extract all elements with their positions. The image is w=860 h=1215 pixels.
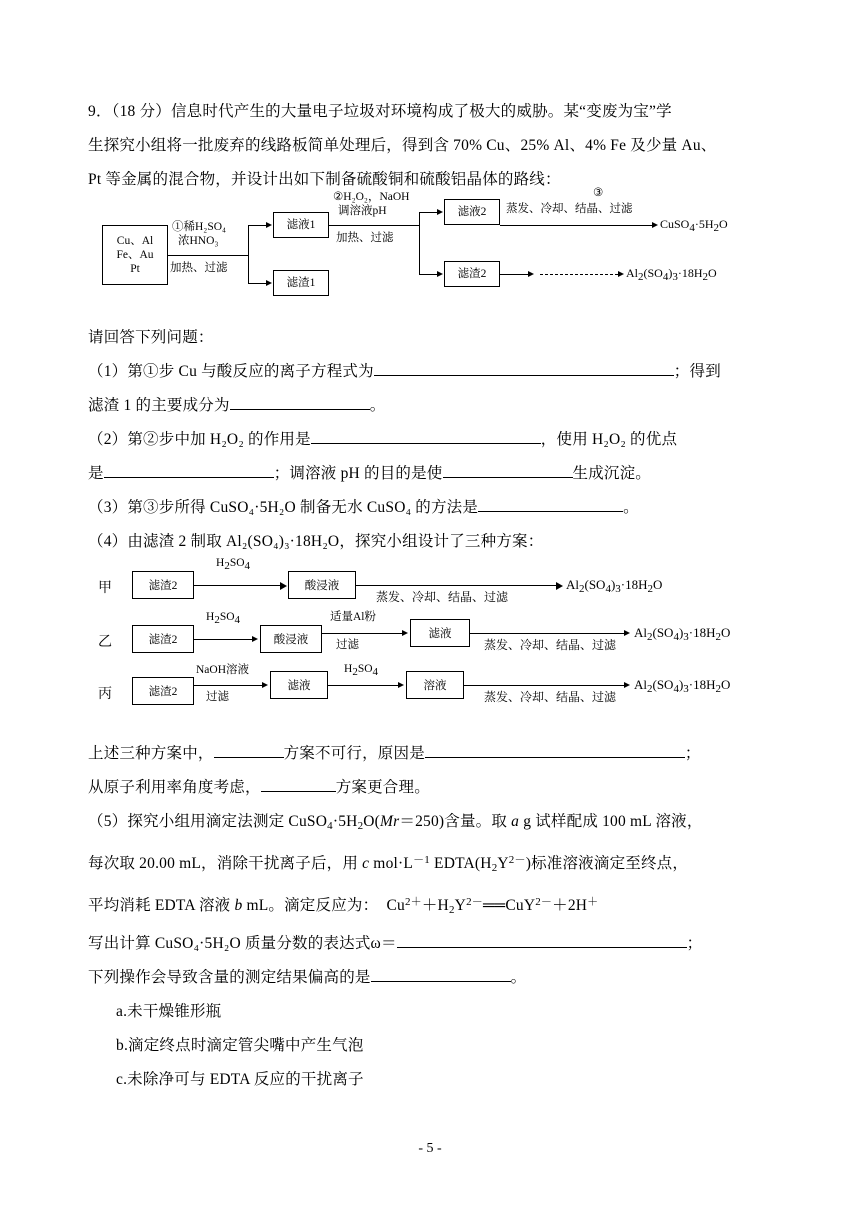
flow-start-box [102,225,168,285]
flow-product-2: Al2(SO4)3·18H2O [626,266,717,283]
scheme-yi-reagent: H2SO4 [206,611,241,626]
page-number: - 5 - [418,1141,442,1156]
schemes-diagram [88,557,772,731]
scheme-yi-tail: 蒸发、冷却、结晶、过滤 [484,638,617,652]
scheme-jia-arrow-1 [280,582,287,590]
q1-blank-1[interactable] [374,359,674,376]
q1-text-b: ；得到 [673,363,721,380]
scheme-bing-product: $Al_2(SO_4)_3\cdot 18H_2O$ [634,677,731,695]
flow-step3-label-top: ③ [593,187,604,199]
flow-branch-2 [419,212,420,274]
scheme-yi-name: 乙 [98,635,112,650]
flow-step2-label-bot: 加热、过滤 [336,232,394,244]
q1-text-d: 。 [369,397,386,414]
q2-line-2 [88,457,772,491]
question-4 [88,525,772,559]
flow-arrow-5 [618,271,624,277]
question-stem [88,95,772,197]
scheme-yi-arrow-2 [402,630,408,636]
flow-filtrate-2: 滤液2 [444,199,500,225]
q1-text-a: （1）第①步 Cu 与酸反应的离子方程式为 [88,363,374,380]
flow-arrow-2b [437,271,443,277]
scheme-yi-line-3 [470,633,624,634]
flow-line-2b [419,274,437,275]
scheme-yi-line-1 [194,639,252,640]
q3-text-a: （3）第③步所得 CuSO₄·5H₂O 制备无水 CuSO₄ 的方法是 [88,499,479,516]
scheme-bing-mid: H2SO4 [344,663,379,678]
scheme-bing-line-3 [464,685,624,686]
question-3 [88,491,772,525]
q5-blank-1[interactable] [397,931,687,948]
q5-text-d: 。 [510,969,527,986]
flow-step1-label-top: ①稀H₂SO₄ [172,221,227,233]
scheme-jia-tail: 蒸发、冷却、结晶、过滤 [376,590,509,604]
stem-line-1: 9．（18 分）信息时代产生的大量电子垃圾对环境构成了极大的威胁。某“变废为宝”学 [88,103,672,120]
after-schemes [88,737,772,805]
after-text-d: 从原子利用率角度考虑， [88,779,261,796]
q5-options [116,995,772,1097]
q2-text-b: ，使用 H₂O₂ 的优点 [540,431,678,448]
scheme-bing-line-1 [194,685,262,686]
q2-text-c: 是 [88,465,104,482]
q5-line-2: 每次取 20.00 mL，消除干扰离子后，用 c $mol\cdot L^{-1}$ $EDTA(H_2Y^{2-})$标准溶液滴定至终点， [88,854,689,874]
scheme-jia-product: $Al_2(SO_4)_3\cdot 18H_2O$ [566,577,663,595]
scheme-yi-residue: 滤渣2 [132,625,194,653]
question-2 [88,423,772,491]
q5-text-c: 下列操作会导致含量的测定结果偏高的是 [88,969,371,986]
start-box-line2: Fe、Au [116,249,154,261]
q2-text-a: （2）第②步中加 H₂O₂ 的作用是 [88,431,311,448]
q3-text-b: 。 [623,499,639,516]
after-line-2 [88,771,772,805]
flow-residue-2: 滤渣2 [444,261,500,287]
flow-line-2 [329,225,419,226]
q5-line-1: （5）探究小组用滴定法测定 $CuSO_4\cdot 5H_2O(Mr=250)$含量。取 a g 试样配成 100 mL 溶液， [88,813,703,832]
flow-step3-label-bot: 蒸发、冷却、结晶、过滤 [506,203,633,215]
flow-dash-line [540,274,618,275]
after-blank-2[interactable] [425,741,685,758]
flow-arrow-2a [437,209,443,215]
flow-line-1a [248,225,266,226]
after-blank-3[interactable] [261,775,336,792]
flow-branch-1 [248,225,249,283]
scheme-bing-step-1: 滤液 [270,671,328,699]
scheme-jia-arrow-2 [556,582,563,590]
scheme-bing-tail: 蒸发、冷却、结晶、过滤 [484,690,617,704]
flow-step2-label-mid: 调溶液pH [338,205,387,217]
scheme-jia-name: 甲 [98,581,112,596]
flow-line-1b [248,283,266,284]
flow-line-3 [500,225,652,226]
flow-residue-1: 滤渣1 [273,270,329,296]
scheme-bing-residue: 滤渣2 [132,677,194,705]
q2-blank-3[interactable] [443,461,573,478]
scheme-yi-mid-bot: 过滤 [336,639,359,651]
flow-step1-label-bot: 加热、过滤 [170,262,228,274]
start-box-line3: Pt [130,263,140,275]
after-blank-1[interactable] [214,741,284,758]
flow-arrow-4 [528,271,534,277]
q4-text-a: （4）由滤渣 2 制取 Al₂(SO₄)₃·18H₂O，探究小组设计了三种方案： [88,533,544,550]
scheme-yi-arrow-3 [624,630,630,636]
scheme-jia-reagent: H2SO4 [216,557,251,572]
scheme-bing-arrow-2 [398,682,404,688]
q2-text-e: 生成沉淀。 [572,465,652,482]
q5-text-a: 写出计算 CuSO₄·5H₂O 质量分数的表达式ω＝ [88,935,397,952]
flow-filtrate-1: 滤液1 [273,212,329,238]
q1-line-2 [88,389,772,423]
stem-line-2: 生探究小组将一批废弃的线路板简单处理后，得到含 70% Cu、25% Al、4% Fe 及少量 Au、 [88,137,717,154]
flow-step2-label-top: ②H₂O₂，NaOH [333,191,410,203]
q3-blank-1[interactable] [478,495,623,512]
q2-blank-1[interactable] [311,427,541,444]
after-text-b: 方案不可行，原因是 [283,745,425,762]
question-1 [88,355,772,423]
after-text-a: 上述三种方案中， [88,745,214,762]
after-text-c: ； [684,745,701,762]
scheme-bing-arrow-1 [262,682,268,688]
scheme-jia-line-1 [194,585,280,586]
stem-line-3: Pt 等金属的混合物，并设计出如下制备硫酸铜和硫酸铝晶体的路线： [88,171,561,188]
q5-line-3: 平均消耗 EDTA 溶液 b mL。滴定反应为： $Cu^{2+}+H_2Y^{2-}══CuY^{2-}+2H^+$ [88,896,599,916]
question-5 [88,805,772,995]
flow-line-4 [500,274,528,275]
scheme-bing-reagent-bot: 过滤 [206,691,229,703]
scheme-jia-step: 酸浸液 [288,571,356,599]
q2-text-d: ；调溶液 pH 的目的是使 [273,465,443,482]
flow-line-1 [168,255,248,256]
q5-line-5 [88,961,772,995]
scheme-yi-step-2: 滤液 [410,619,470,647]
start-box-line1: Cu、Al [116,235,154,247]
scheme-yi-mid-top: 适量Al粉 [330,611,376,623]
scheme-bing-line-2 [328,685,398,686]
scheme-yi-product: $Al_2(SO_4)_3\cdot 18H_2O$ [634,625,731,643]
flow-step1-label-mid: 浓HNO₃ [178,235,219,247]
flow-arrow-1a [266,222,272,228]
after-text-e: 方案更合理。 [335,779,430,796]
flow-arrow-1b [266,280,272,286]
scheme-jia-line-2 [356,585,556,586]
main-flow-diagram [88,187,772,315]
q1-line-1 [88,355,772,389]
answer-prompt: 请回答下列问题： [88,329,214,346]
q1-blank-2[interactable] [230,393,370,410]
scheme-bing-name: 丙 [98,687,112,702]
scheme-bing-reagent-top: NaOH溶液 [196,664,250,676]
q2-blank-2[interactable] [104,461,274,478]
scheme-yi-line-2 [322,633,402,634]
scheme-bing-step-2: 溶液 [406,671,464,699]
scheme-jia-residue: 滤渣2 [132,571,194,599]
q5-line-4 [88,927,772,961]
flow-product-1: CuSO4·5H2O [660,217,728,234]
q5-text-b: ； [686,935,703,952]
flow-arrow-3 [652,222,658,228]
q1-text-c: 滤渣 1 的主要成分为 [88,397,230,414]
q2-line-1 [88,423,772,457]
scheme-yi-arrow-1 [252,636,258,642]
option-a[interactable]: a.未干燥锥形瓶 [116,1003,222,1020]
flow-line-2a [419,212,437,213]
option-b[interactable]: b.滴定终点时滴定管尖嘴中产生气泡 [116,1037,364,1054]
q5-blank-2[interactable] [371,965,511,982]
scheme-yi-step-1: 酸浸液 [260,625,322,653]
option-c[interactable]: c.未除净可与 EDTA 反应的干扰离子 [116,1071,364,1088]
after-line-1 [88,737,772,771]
scheme-bing-arrow-3 [624,682,630,688]
